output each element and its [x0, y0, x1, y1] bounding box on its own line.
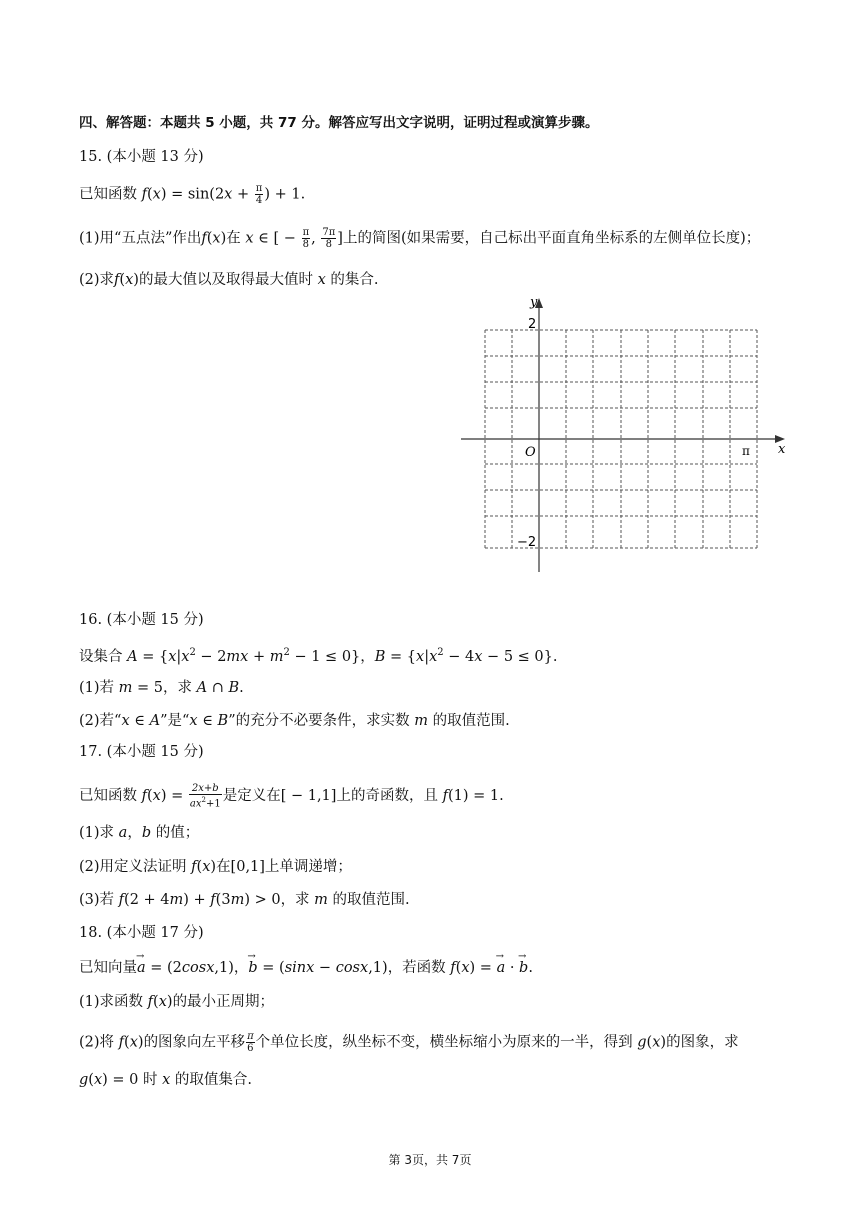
y-top-label: 2: [528, 317, 537, 332]
q15-given: 已知函数 f(x) = sin(2x + $\frac{\pi}{4}$ ) + 1.: [79, 183, 306, 206]
q18-part2: (2)将 f(x)的图象向左平移 $\frac{\pi}{6}$ 个单位长度，纵坐标不变，横坐标缩小为原来的一半，得到 g(x)的图象，求: [79, 1031, 739, 1054]
q17-given: 已知函数 f(x) = $\frac{2x+b}{ax^2+1}$ 是定义在[ − 1,1]上的奇函数，且 f(1) = 1.: [79, 783, 504, 810]
page-footer: 第 3页，共 7页: [388, 1153, 472, 1167]
q15-part1: (1)用“五点法”作出f(x)在 x ∈ [ − $\frac{\pi}{8}$ , $\frac{7\pi}{8}$ ]上的简图(如果需要，自己标出平面直角坐标系的左侧单位长度)；: [79, 227, 761, 250]
pi-label: π: [742, 444, 750, 458]
q16-title: 16. (本小题 15 分): [79, 612, 204, 628]
y-bottom-label: −2: [517, 535, 537, 550]
q17-part1: (1)求 a，b 的值；: [79, 825, 200, 841]
q18-given: 已知向量→ a = (2cosx,1)，→ b = (sinx − cosx,1)，若函数 f(x) = → a · → b.: [79, 958, 533, 978]
origin-label: O: [525, 445, 536, 460]
q17-part2: (2)用定义法证明 f(x)在[0,1]上单调递增；: [79, 859, 352, 875]
q16-given: 设集合 $A = \{x|x^2 - 2mx + m^2 - 1 \le 0\}$，$B = \{x|x^2 - 4x - 5 \le 0\}$.: [79, 647, 558, 665]
q17-title: 17. (本小题 15 分): [79, 744, 204, 760]
q16-part2: (2)若“x ∈ A”是“x ∈ B”的充分不必要条件，求实数 m 的取值范围.: [79, 713, 510, 729]
q18-title: 18. (本小题 17 分): [79, 925, 204, 941]
q16-part1: (1)若 m = 5，求 A ∩ B.: [79, 680, 244, 696]
coordinate-grid-graph: [455, 292, 795, 574]
q18-part2-line2: g(x) = 0 时 x 的取值集合.: [79, 1072, 253, 1088]
y-axis-label: y: [530, 295, 538, 310]
q15-part2: (2)求f(x)的最大值以及取得最大值时 x 的集合.: [79, 272, 379, 288]
q17-part3: (3)若 f(2 + 4m) + f(3m) > 0，求 m 的取值范围.: [79, 892, 410, 908]
q18-part1: (1)求函数 f(x)的最小正周期；: [79, 994, 275, 1010]
x-axis-label: x: [778, 442, 786, 457]
section-header: 四、解答题：本题共 5 小题，共 77 分。解答应写出文字说明，证明过程或演算步骤。: [79, 115, 599, 131]
q15-title: 15. (本小题 13 分): [79, 149, 204, 165]
